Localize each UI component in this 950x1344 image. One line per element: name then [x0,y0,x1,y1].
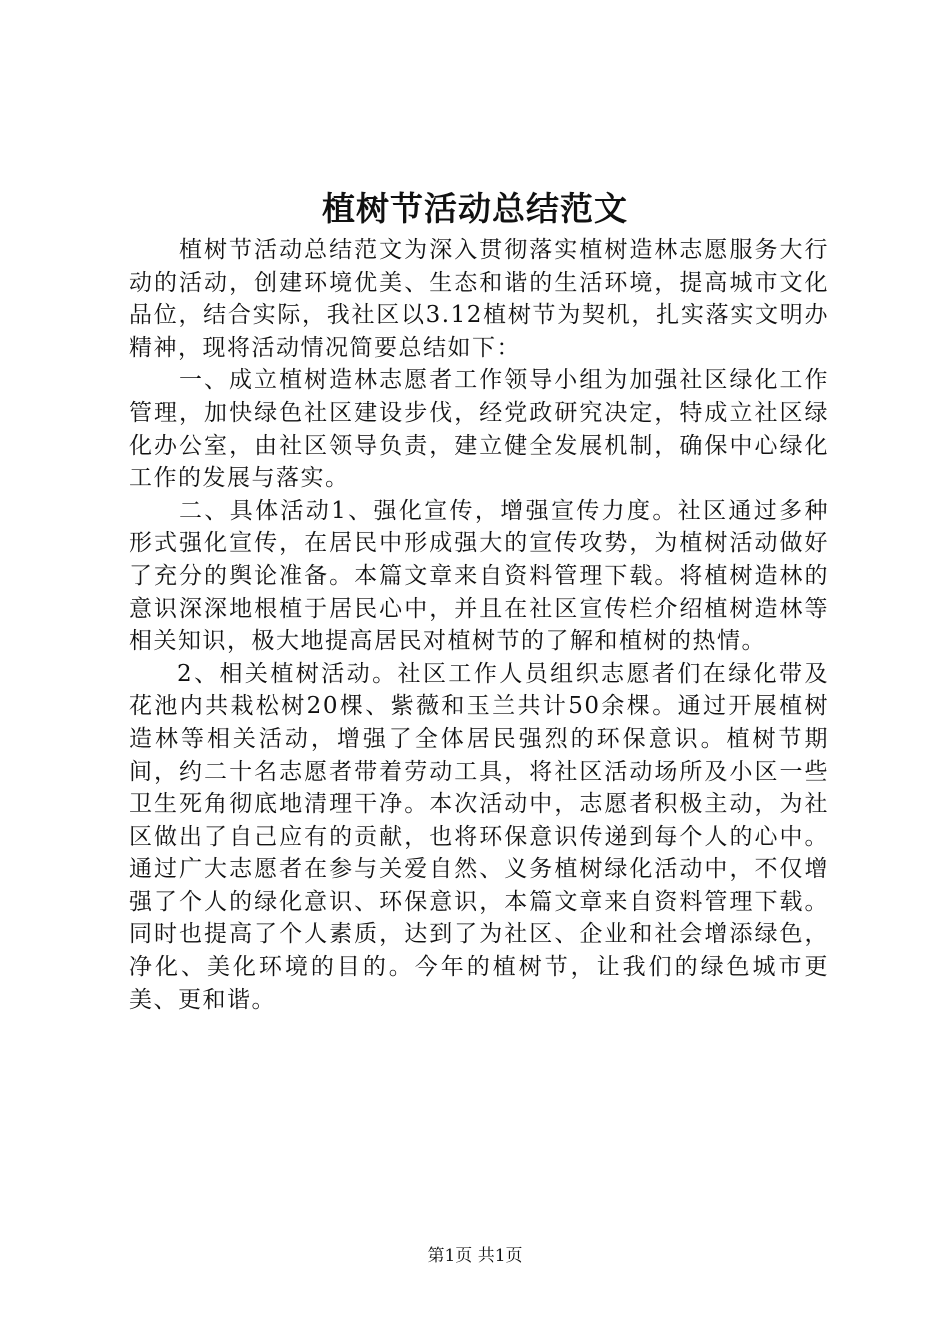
document-title: 植树节活动总结范文 [322,189,628,228]
document-body [129,234,829,1016]
paragraph-section-two: 二、具体活动1、强化宣传，增强宣传力度。社区通过多种形式强化宣传，在居民中形成强大的宣传攻势，为植树活动做好了充分的舆论准备。本篇文章来自资料管理下载。将植树造林的意识深深地根植于居民心中，并且在社区宣传栏介绍植树造林等相关知识，极大地提高居民对植树节的了解和植树的热情。 [129,497,829,655]
paragraph-intro: 植树节活动总结范文为深入贯彻落实植树造林志愿服务大行动的活动，创建环境优美、生态和谐的生活环境，提高城市文化品位，结合实际，我社区以3.12植树节为契机，扎实落实文明办精神，现将活动情况简要总结如下： [129,237,829,361]
paragraph-section-one: 一、成立植树造林志愿者工作领导小组为加强社区绿化工作管理，加快绿色社区建设步伐，经党政研究决定，特成立社区绿化办公室，由社区领导负责，建立健全发展机制，确保中心绿化工作的发展与落实。 [129,367,829,492]
page-number-footer: 第1页 共1页 [427,1246,523,1266]
paragraph-activity-two: 2、相关植树活动。社区工作人员组织志愿者们在绿化带及花池内共栽松树20棵、紫薇和玉兰共计50余棵。通过开展植树造林等相关活动，增强了全体居民强烈的环保意识。植树节期间，约二十名志愿者带着劳动工具，将社区活动场所及小区一些卫生死角彻底地清理干净。本次活动中，志愿者积极主动，为社区做出了自己应有的贡献，也将环保意识传递到每个人的心中。通过广大志愿者在参与关爱自然、义务植树绿化活动中，不仅增强了个人的绿化意识、环保意识，本篇文章来自资料管理下载。同时也提高了个人素质，达到了为社区、企业和社会增添绿色，净化、美化环境的目的。今年的植树节，让我们的绿色城市更美、更和谐。 [129,660,829,1013]
